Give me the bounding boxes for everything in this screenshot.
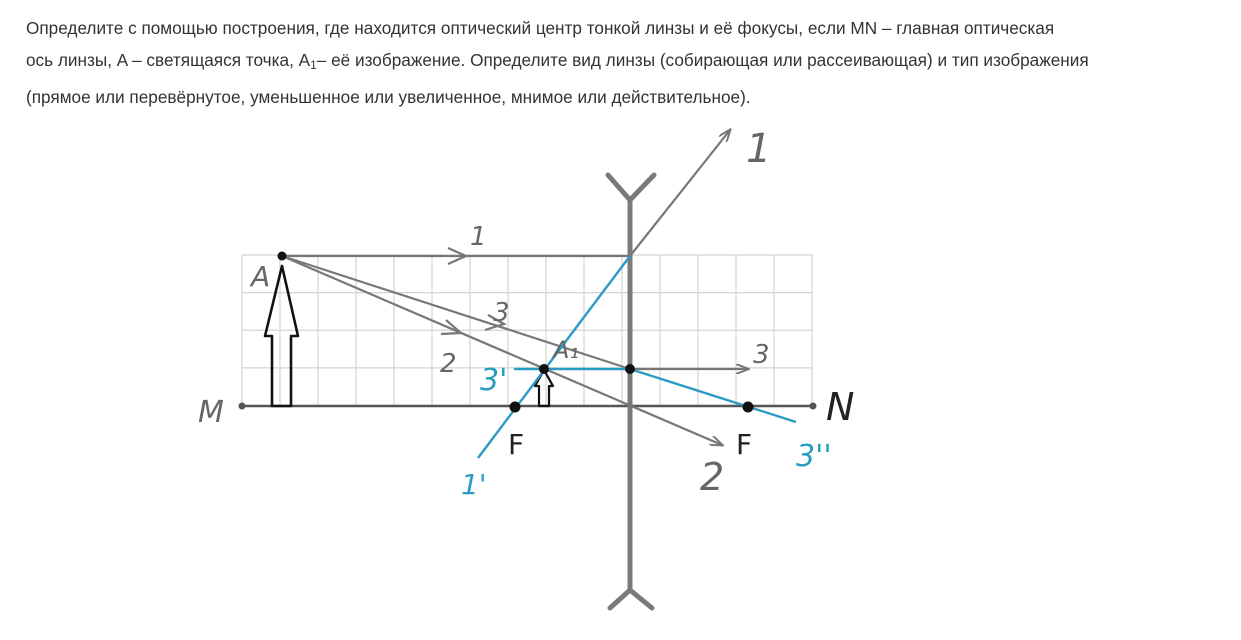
label-ray-3-mid: 3 <box>493 298 510 328</box>
task-line-2-end: – её изображение. Определите вид линзы (собирающая или рассеивающая) и тип изображения <box>316 50 1089 70</box>
ray-3-double-prime <box>630 369 796 422</box>
point-a <box>278 252 287 261</box>
label-ray-1-top: 1 <box>746 126 772 172</box>
task-subscript: 1 <box>310 58 317 72</box>
image-arrow <box>535 370 553 406</box>
grid <box>242 255 813 406</box>
label-a: A <box>251 260 271 293</box>
rays <box>282 130 748 445</box>
label-ray-3-double-prime: 3'' <box>796 439 832 474</box>
point-f-left <box>510 402 521 413</box>
label-m: M <box>198 395 224 430</box>
label-ray-1-prime: 1' <box>461 468 487 501</box>
task-line-2-start: ось линзы, A – светящаяся точка, A <box>26 50 311 70</box>
label-ray-2-left: 2 <box>440 349 457 379</box>
task-line-3: (прямое или перевёрнутое, уменьшенное или увеличенное, мнимое или действительное). <box>26 87 751 107</box>
label-a1: A₁ <box>553 336 580 364</box>
ray-2 <box>282 256 722 445</box>
label-f-left: F <box>508 428 525 461</box>
label-ray-3-prime: 3' <box>480 363 508 398</box>
axis-end-m <box>239 403 246 410</box>
label-ray-1-mid: 1 <box>470 222 487 252</box>
lens <box>608 175 654 608</box>
point-f-right <box>743 402 754 413</box>
label-ray-3-right: 3 <box>753 340 770 370</box>
label-n: N <box>826 385 855 429</box>
label-f-right: F <box>736 428 753 461</box>
point-lens-ray3 <box>625 364 635 374</box>
point-a1 <box>539 364 549 374</box>
label-ray-2-bottom: 2 <box>700 455 725 499</box>
ray-1-refracted <box>630 130 730 256</box>
task-line-1: Определите с помощью построения, где находится оптический центр тонкой линзы и её фокусы, если MN – главная оптическая <box>26 18 1055 38</box>
axis-end-n <box>810 403 817 410</box>
